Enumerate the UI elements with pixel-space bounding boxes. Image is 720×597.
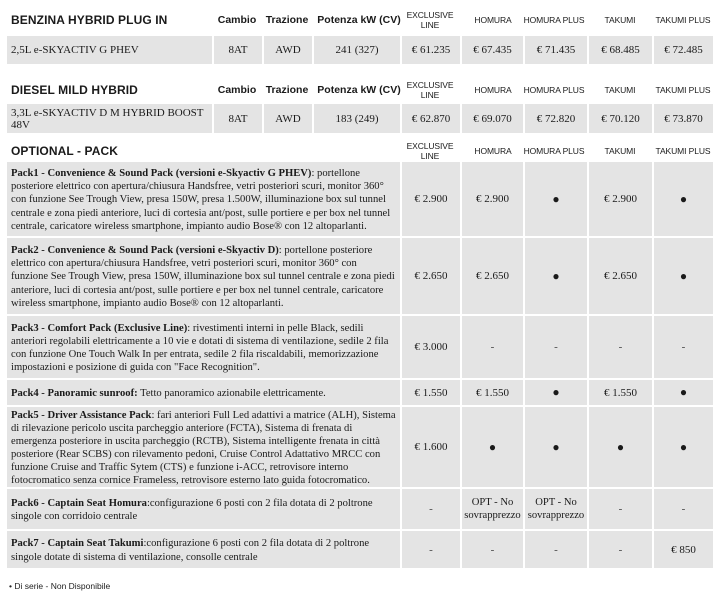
pack-value-takumi: ● [589, 407, 652, 487]
diesel-trim-homura-plus: HOMURA PLUS [523, 85, 585, 95]
gearbox: 8AT [214, 36, 262, 64]
pack-details: : portellone posteriore elettrico con apertura/chiusura Handsfree, vetri posteriori scuri, monitor 360° con funzione See Trough View, presa 150W, illuminazione box sul tunnel centrale e zona piedi anteriore, luci di cortesia ant/post, sulle portiere e per box nel tunnel centrale, caricatore wireless smartphone, impianto audio Bose® con 12 altoparlanti. [11, 245, 395, 309]
price-exclusive: € 61.235 [402, 36, 460, 64]
pack-value-homura: - [462, 316, 523, 378]
pack-description [7, 489, 400, 529]
price-takumi-plus: € 72.485 [654, 36, 713, 64]
pack-value-homura-plus: ● [525, 162, 587, 236]
price-takumi-plus: € 73.870 [654, 104, 713, 133]
pack-value-homura: € 2.900 [462, 162, 523, 236]
pack-value-takumi: € 1.550 [589, 380, 652, 405]
petrol-title: BENZINA HYBRID PLUG IN [11, 13, 168, 27]
petrol-trim-takumi: TAKUMI [604, 15, 636, 25]
pack-value-homura-plus: - [525, 316, 587, 378]
pack-value-homura-plus: OPT - No sovrapprezzo [525, 489, 587, 529]
diesel-trim-exclusive: EXCLUSIVE LINE [406, 80, 454, 100]
pack-description [7, 162, 400, 236]
diesel-col-drive: Trazione [265, 84, 309, 96]
petrol-trim-homura: HOMURA [474, 15, 512, 25]
options-trim-exclusive: EXCLUSIVE LINE [406, 141, 454, 161]
traction: AWD [264, 36, 312, 64]
pack-value-takumi: € 2.650 [589, 238, 652, 314]
pack-row-2 [7, 238, 713, 314]
pack-value-takumi: - [589, 489, 652, 529]
pack-value-homura: € 1.550 [462, 380, 523, 405]
diesel-row [7, 104, 713, 133]
pack-details: : portellone posteriore elettrico con apertura/chiusura Handsfree, vetri posteriori scuri, monitor 360° con funzione See Trough View, presa 150W, presa 1.500W, illuminazione box sul tunnel centrale e zona piedi anteriore, luci di cortesia ant/post, sulle portiere e per box nel tunnel centrale, caricatore wireless smartphone, impianto audio Bose® con 12 altoparlanti. [11, 168, 391, 232]
pack-name: Pack1 - Convenience & Sound Pack (versioni e-Skyactiv G PHEV) [11, 168, 312, 180]
pack-value-homura-plus: ● [525, 238, 587, 314]
petrol-section [7, 10, 713, 70]
price-homura-plus: € 71.435 [525, 36, 587, 64]
petrol-col-gear: Cambio [217, 14, 257, 26]
pack-row-3 [7, 316, 713, 378]
diesel-section [7, 80, 713, 140]
pack-value-exclusive: € 1.550 [402, 380, 460, 405]
pack-value-takumi-plus: - [654, 489, 713, 529]
pack-name: Pack7 - Captain Seat Takumi [11, 538, 144, 550]
pack-value-exclusive: € 2.650 [402, 238, 460, 314]
pack-value-homura: OPT - No sovrapprezzo [462, 489, 523, 529]
options-trim-homura: HOMURA [474, 146, 512, 156]
pack-description [7, 316, 400, 378]
engine-name: 3,3L e-SKYACTIV D M HYBRID BOOST 48V [7, 104, 212, 133]
pack-name: Pack5 - Driver Assistance Pack [11, 409, 152, 421]
pack-row-6 [7, 489, 713, 529]
petrol-trim-exclusive: EXCLUSIVE LINE [406, 10, 454, 30]
pack-value-homura: - [462, 531, 523, 568]
options-trim-takumi-plus: TAKUMI PLUS [655, 146, 711, 156]
pack-value-exclusive: € 1.600 [402, 407, 460, 487]
pack-value-homura: € 2.650 [462, 238, 523, 314]
pack-value-takumi-plus: ● [654, 238, 713, 314]
engine-name: 2,5L e-SKYACTIV G PHEV [7, 36, 212, 64]
pack-details: : fari anteriori Full Led adattivi a matrice (ALH), Sistema di rilevazione pericolo uscita parcheggio anteriore (FCTA), Sistema di frenata di emergenza posteriore in uscita parcheggio (RCTB), Sistema intelligente frenata in città posteriore (Rear SCBS) con rilevamento pedoni, Cruise Control Adattativo MRCC con funzione Cruise and Traffic Sytem (CTS) e funzione i-ACC, retrovisore interno fotocromatico senza cornice Frameless, retrovisore esterno lato guida fotocromatico. [11, 409, 396, 487]
pack-value-exclusive: € 2.900 [402, 162, 460, 236]
pack-name: Pack4 - Panoramic sunroof: [11, 387, 138, 399]
price-homura: € 69.070 [462, 104, 523, 133]
options-trim-homura-plus: HOMURA PLUS [523, 146, 585, 156]
pack-row-4 [7, 380, 713, 405]
pack-value-takumi-plus: ● [654, 407, 713, 487]
gearbox: 8AT [214, 104, 262, 133]
diesel-title: DIESEL MILD HYBRID [11, 83, 138, 97]
petrol-col-drive: Trazione [265, 14, 309, 26]
pack-details: Tetto panoramico azionabile elettricamente. [137, 387, 326, 399]
price-homura: € 67.435 [462, 36, 523, 64]
pack-value-takumi-plus: - [654, 316, 713, 378]
pack-value-exclusive: - [402, 531, 460, 568]
price-exclusive: € 62.870 [402, 104, 460, 133]
petrol-col-power: Potenza kW (CV) [317, 14, 401, 26]
diesel-trim-takumi: TAKUMI [604, 85, 636, 95]
power: 241 (327) [314, 36, 400, 64]
power: 183 (249) [314, 104, 400, 133]
pack-value-takumi: € 2.900 [589, 162, 652, 236]
pack-row-1 [7, 162, 713, 236]
pack-name: Pack2 - Convenience & Sound Pack (versioni e-Skyactiv D) [11, 245, 279, 257]
pack-description [7, 407, 400, 487]
petrol-row [7, 36, 713, 64]
pack-value-exclusive: € 3.000 [402, 316, 460, 378]
price-takumi: € 68.485 [589, 36, 652, 64]
pack-name: Pack6 - Captain Seat Homura [11, 497, 147, 509]
pack-name: Pack3 - Comfort Pack (Exclusive Line) [11, 322, 188, 334]
traction: AWD [264, 104, 312, 133]
options-trim-takumi: TAKUMI [604, 146, 636, 156]
diesel-col-gear: Cambio [217, 84, 257, 96]
pack-value-homura-plus: ● [525, 380, 587, 405]
legend: • Di serie - Non Disponibile [9, 581, 111, 591]
pack-description [7, 238, 400, 314]
pack-details: :configurazione 6 posti con 2 fila dotata di 2 poltrone singole dotate di sistema di ventilazione, consolle centrale [11, 538, 370, 563]
options-section [7, 141, 713, 573]
diesel-col-power: Potenza kW (CV) [317, 84, 401, 96]
pack-details: :configurazione 6 posti con 2 fila dotata di 2 poltrone singole con corridoio centrale [11, 497, 373, 522]
pack-description [7, 531, 400, 568]
pack-value-homura-plus: - [525, 531, 587, 568]
diesel-trim-takumi-plus: TAKUMI PLUS [655, 85, 711, 95]
petrol-trim-takumi-plus: TAKUMI PLUS [655, 15, 711, 25]
pack-value-takumi: - [589, 531, 652, 568]
pack-value-takumi-plus: € 850 [654, 531, 713, 568]
pack-row-7 [7, 531, 713, 568]
petrol-trim-homura-plus: HOMURA PLUS [523, 15, 585, 25]
pack-description [7, 380, 400, 405]
pack-value-homura: ● [462, 407, 523, 487]
pack-details: : rivestimenti interni in pelle Black, sedili anteriori regolabili elettricamente a 10 vie e dotati di sistema di ventilazione, sedile 2 fila con funzione One Touch Walk In per entrata, sedile 2 fila riscaldabili, memorizzazione impostazioni e posizione di guida con "Face Recognition". [11, 322, 389, 374]
options-title: OPTIONAL - PACK [11, 144, 119, 158]
price-homura-plus: € 72.820 [525, 104, 587, 133]
pack-value-exclusive: - [402, 489, 460, 529]
pack-value-takumi-plus: ● [654, 162, 713, 236]
diesel-trim-homura: HOMURA [474, 85, 512, 95]
pack-value-takumi: - [589, 316, 652, 378]
pack-row-5 [7, 407, 713, 487]
pack-value-homura-plus: ● [525, 407, 587, 487]
price-takumi: € 70.120 [589, 104, 652, 133]
pack-value-takumi-plus: ● [654, 380, 713, 405]
